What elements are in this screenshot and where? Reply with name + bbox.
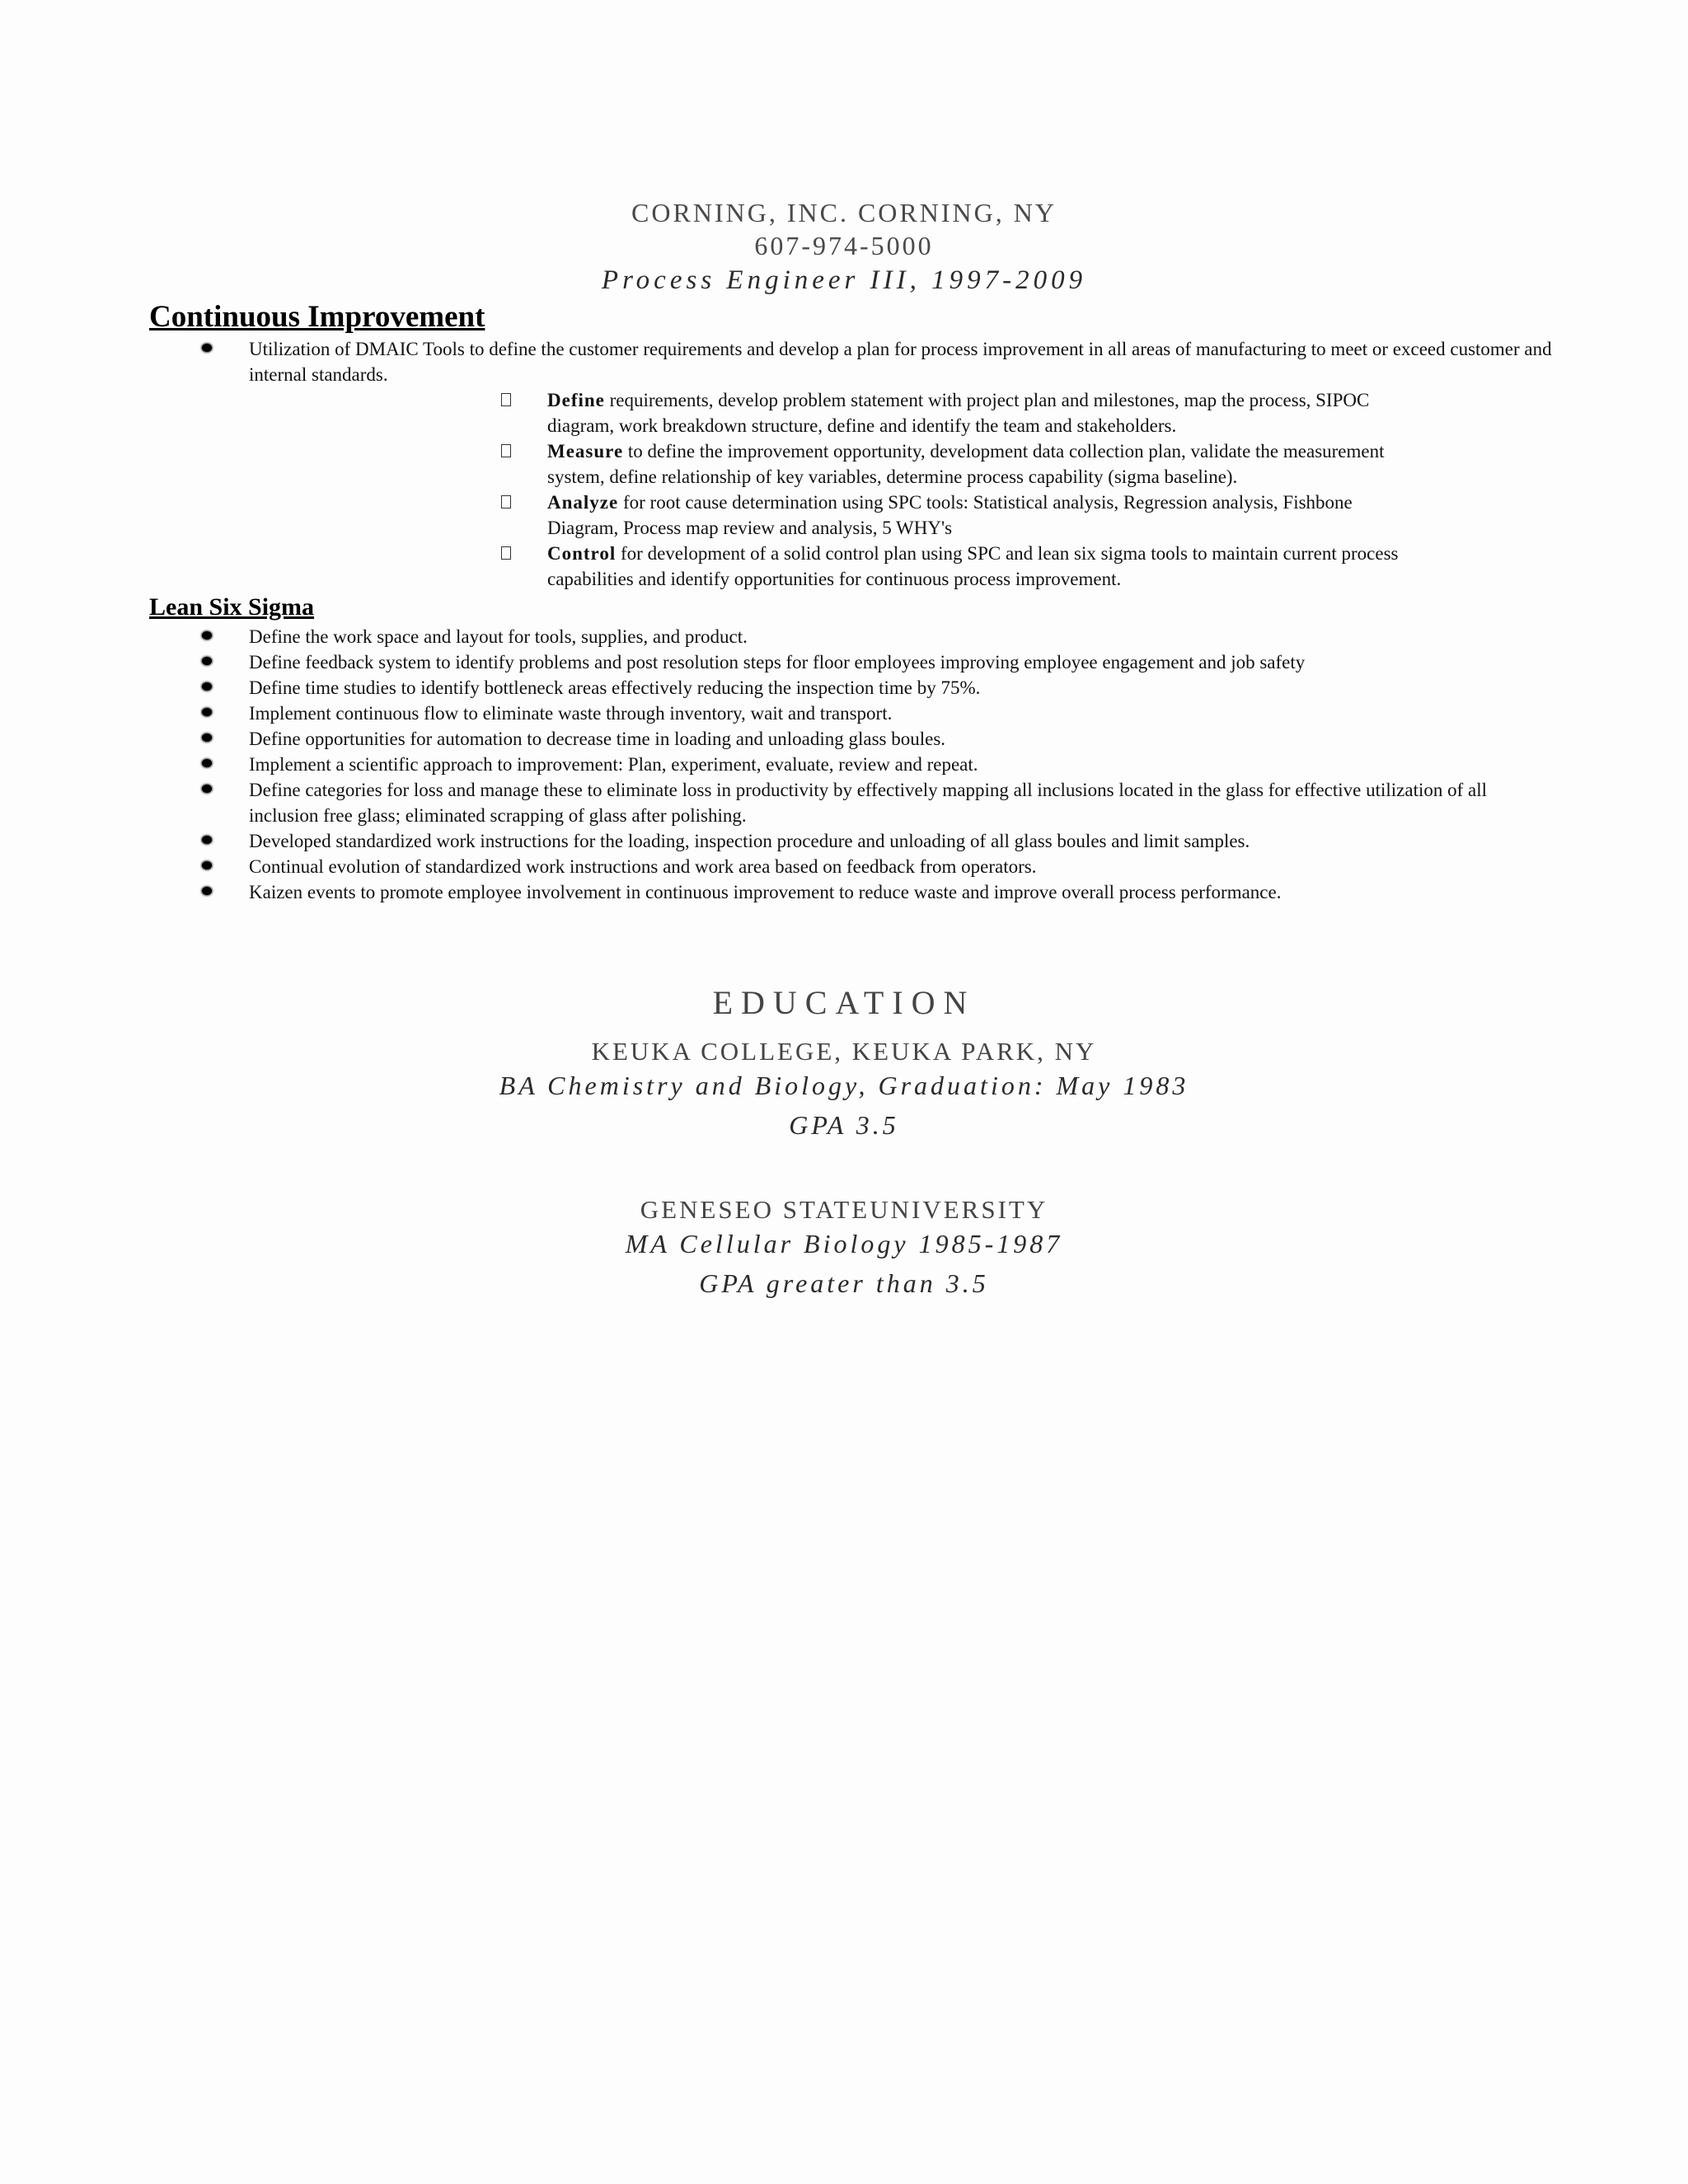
list-item-text: Define time studies to identify bottleneck areas effectively reducing the inspection time by 75%.	[249, 677, 981, 698]
list-item-text: Define the work space and layout for tools, supplies, and product.	[249, 626, 748, 647]
bullet-icon	[202, 682, 212, 691]
dmaic-step-control	[249, 541, 1556, 592]
dmaic-step-measure	[249, 438, 1556, 490]
school-name: KEUKA COLLEGE, KEUKA PARK, NY	[591, 1037, 1097, 1066]
checkbox-icon	[501, 546, 511, 560]
bullet-icon	[202, 657, 212, 665]
education-section	[0, 981, 1688, 1301]
step-label: Measure	[547, 441, 624, 462]
bullet-icon	[202, 344, 212, 352]
school-entry	[0, 1193, 1688, 1301]
bullet-icon	[202, 733, 212, 742]
list-item	[0, 828, 1688, 854]
step-text: requirements, develop problem statement with project plan and milestones, map the process, SIPOC diagram, work breakdown structure, define and identify the team and stakeholders.	[547, 390, 1370, 436]
education-heading: EDUCATION	[712, 984, 976, 1021]
employer-header	[0, 196, 1688, 298]
list-item	[0, 726, 1688, 752]
bullet-icon	[202, 708, 212, 716]
bullet-icon	[202, 887, 212, 895]
list-item	[0, 675, 1688, 701]
step-text: for development of a solid control plan using SPC and lean six sigma tools to maintain current process capabilities and identify opportunities for continuous process improvement.	[547, 543, 1399, 589]
list-item	[0, 701, 1688, 726]
school-gpa: GPA 3.5	[789, 1110, 899, 1140]
checkbox-icon	[501, 495, 511, 509]
list-item-text: Implement a scientific approach to improvement: Plan, experiment, evaluate, review and repeat.	[249, 754, 978, 775]
step-text: for root cause determination using SPC tools: Statistical analysis, Regression analysis, Fishbone Diagram, Process map review and analysis, 5 WHY's	[547, 492, 1353, 538]
list-item-text: Define opportunities for automation to decrease time in loading and unloading glass boules.	[249, 729, 946, 749]
list-item-text: Continual evolution of standardized work instructions and work area based on feedback from operators.	[249, 856, 1037, 877]
bullet-icon	[202, 836, 212, 844]
step-text: to define the improvement opportunity, development data collection plan, validate the measurement system, define relationship of key variables, determine process capability (sigma baseline).	[547, 441, 1385, 487]
school-degree: BA Chemistry and Biology, Graduation: May 1983	[499, 1071, 1189, 1100]
list-item	[0, 777, 1688, 828]
company-phone: 607-974-5000	[754, 231, 934, 260]
bullet-icon	[202, 631, 212, 640]
school-entry	[0, 1035, 1688, 1142]
job-title: Process Engineer III, 1997-2009	[601, 265, 1087, 295]
school-gpa: GPA greater than 3.5	[699, 1268, 989, 1298]
lean-six-sigma-heading: Lean Six Sigma	[149, 593, 315, 621]
school-degree: MA Cellular Biology 1985-1987	[625, 1229, 1063, 1258]
school-name: GENESEO STATEUNIVERSITY	[640, 1195, 1048, 1224]
dmaic-steps	[249, 387, 1556, 592]
step-label: Analyze	[547, 492, 619, 513]
step-label: Control	[547, 543, 617, 564]
list-item	[0, 649, 1688, 675]
lean-six-sigma-list	[0, 624, 1688, 905]
bullet-icon	[202, 759, 212, 767]
continuous-improvement-heading: Continuous Improvement	[149, 300, 485, 334]
dmaic-step-define	[249, 387, 1556, 438]
list-item	[0, 854, 1688, 879]
list-item	[0, 624, 1688, 649]
step-label: Define	[547, 390, 605, 410]
checkbox-icon	[501, 393, 511, 406]
dmaic-step-analyze	[249, 490, 1556, 541]
company-name: CORNING, INC. CORNING, NY	[631, 198, 1057, 227]
dmaic-intro: Utilization of DMAIC Tools to define the customer requirements and develop a plan for process improvement in all areas of manufacturing to meet or exceed customer and internal standards.	[249, 339, 1552, 385]
list-item-text: Implement continuous flow to eliminate waste through inventory, wait and transport.	[249, 703, 893, 724]
list-item	[0, 336, 1688, 592]
list-item-text: Developed standardized work instructions for the loading, inspection procedure and unloading of all glass boules and limit samples.	[249, 831, 1250, 851]
list-item-text: Define categories for loss and manage these to eliminate loss in productivity by effectively mapping all inclusions located in the glass for effective utilization of all inclusion free glass; eliminated scrapping of glass after polishing.	[249, 780, 1488, 826]
list-item-text: Kaizen events to promote employee involvement in continuous improvement to reduce waste and improve overall process performance.	[249, 882, 1282, 902]
bullet-icon	[202, 785, 212, 793]
checkbox-icon	[501, 444, 511, 457]
list-item	[0, 879, 1688, 905]
list-item-text: Define feedback system to identify problems and post resolution steps for floor employees improving employee engagement and job safety	[249, 652, 1306, 673]
list-item	[0, 752, 1688, 777]
bullet-icon	[202, 861, 212, 869]
continuous-improvement-list	[0, 336, 1688, 592]
